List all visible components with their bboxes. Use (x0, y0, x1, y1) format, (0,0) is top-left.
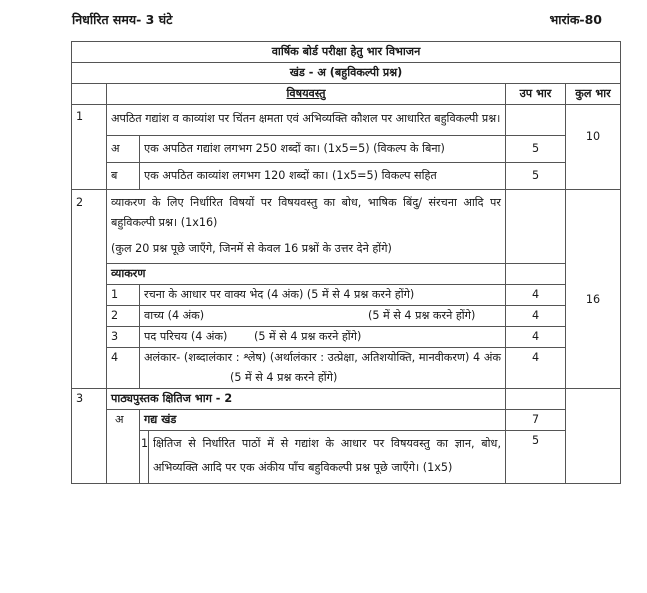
grammar-heading-marks (506, 264, 566, 285)
q2-item4-text (140, 348, 506, 389)
table-row (72, 327, 621, 348)
q2-sub-marks (506, 190, 566, 264)
q2-item3-num: 3 (107, 327, 140, 348)
table-row (72, 163, 621, 190)
q1-sub-b-marks: 5 (506, 163, 566, 190)
q3-sub-marks (506, 389, 566, 410)
q2-item3-note: (5 में से 4 प्रश्न करने होंगे) (254, 330, 362, 343)
q2-item4-topic: अलंकार- (शब्दालंकार : श्लेष) (अर्थालंकार : उत्प्रेक्षा, अतिशयोक्ति, मानवीकरण) 4 अंक (144, 351, 501, 364)
q2-item2-marks: 4 (506, 306, 566, 327)
weightage-table (71, 41, 621, 484)
total-marks: भारांक-80 (549, 12, 602, 27)
q2-item2-text (140, 306, 506, 327)
q2-item2-note: (5 में से 4 प्रश्न करने होंगे) (368, 309, 476, 322)
table-title-row (72, 42, 621, 63)
q1-sub-b-text: एक अपठित काव्यांश लगभग 120 शब्दों का। (1x5=5) विकल्प सहित (140, 163, 506, 190)
q2-item3-topic: पद परिचय (4 अंक) (144, 330, 228, 343)
table-row (72, 431, 621, 484)
q1-sub-b-label: ब (107, 163, 140, 190)
q2-number: 2 (72, 190, 107, 389)
sub-marks-header: उप भार (506, 84, 566, 105)
table-row (72, 190, 621, 264)
q2-item1-marks: 4 (506, 285, 566, 306)
time-allowed: निर्धारित समय- 3 घंटे (72, 12, 173, 27)
table-row (72, 264, 621, 285)
table-row (72, 348, 621, 389)
q3-item-marks: 5 (506, 431, 566, 484)
q3-item-num: 1 (140, 431, 149, 484)
table-row (72, 410, 621, 431)
q3-sub-label: अ (107, 410, 140, 484)
total-marks-header: कुल भार (566, 84, 621, 105)
table-row (72, 105, 621, 136)
q3-sub-title: गद्य खंड (140, 410, 506, 431)
q3-total (566, 389, 621, 484)
q2-item2-num: 2 (107, 306, 140, 327)
q2-item4-note: (5 में से 4 प्रश्न करने होंगे) (230, 371, 338, 384)
column-header-row (72, 84, 621, 105)
q2-item4-num: 4 (107, 348, 140, 389)
q2-line1: व्याकरण के लिए निर्धारित विषयों पर विषयवस्तु का बोध, भाषिक बिंदु/ संरचना आदि पर बहुविकल्पी प्रश्न। (1x16) (111, 196, 501, 229)
q2-item4-marks: 4 (506, 348, 566, 389)
q2-item1-num: 1 (107, 285, 140, 306)
table-row (72, 306, 621, 327)
q3-number: 3 (72, 389, 107, 484)
q1-number: 1 (72, 105, 107, 190)
q2-line2: (कुल 20 प्रश्न पूछे जाएँगे, जिनमें से केवल 16 प्रश्नों के उत्तर देने होंगे) (111, 242, 392, 255)
table-title: वार्षिक बोर्ड परीक्षा हेतु भार विभाजन (72, 42, 621, 63)
q3-sub-marks-value: 7 (506, 410, 566, 431)
q2-item2-topic: वाच्य (4 अंक) (144, 309, 205, 322)
q2-item1-text: रचना के आधार पर वाक्य भेद (4 अंक) (5 में से 4 प्रश्न करने होंगे) (140, 285, 506, 306)
section-row (72, 63, 621, 84)
q1-sub-a-label: अ (107, 136, 140, 163)
q2-item3-text (140, 327, 506, 348)
content-header: विषयवस्तु (107, 84, 506, 105)
q1-sub-a-marks: 5 (506, 136, 566, 163)
q2-item3-marks: 4 (506, 327, 566, 348)
q2-total: 16 (566, 190, 621, 389)
section-heading: खंड - अ (बहुविकल्पी प्रश्न) (72, 63, 621, 84)
q1-total: 10 (566, 105, 621, 190)
q1-sub-marks (506, 105, 566, 136)
table-row (72, 389, 621, 410)
num-header (72, 84, 107, 105)
q1-sub-a-text: एक अपठित गद्यांश लगभग 250 शब्दों का। (1x5=5) (विकल्प के बिना) (140, 136, 506, 163)
table-row (72, 136, 621, 163)
grammar-heading: व्याकरण (107, 264, 506, 285)
q1-text: अपठित गद्यांश व काव्यांश पर चिंतन क्षमता एवं अभिव्यक्ति कौशल पर आधारित बहुविकल्पी प्रश्न। (107, 105, 506, 136)
table-row (72, 285, 621, 306)
q2-description (107, 190, 506, 264)
q3-item-text: क्षितिज से निर्धारित पाठों में से गद्यांश के आधार पर विषयवस्तु का ज्ञान, बोध, अभिव्यक्ति आदि पर एक अंकीय पाँच बहुविकल्पी प्रश्न पूछे जाएँगे। (1x5) (149, 431, 506, 484)
q3-title: पाठ्यपुस्तक क्षितिज भाग - 2 (107, 389, 506, 410)
